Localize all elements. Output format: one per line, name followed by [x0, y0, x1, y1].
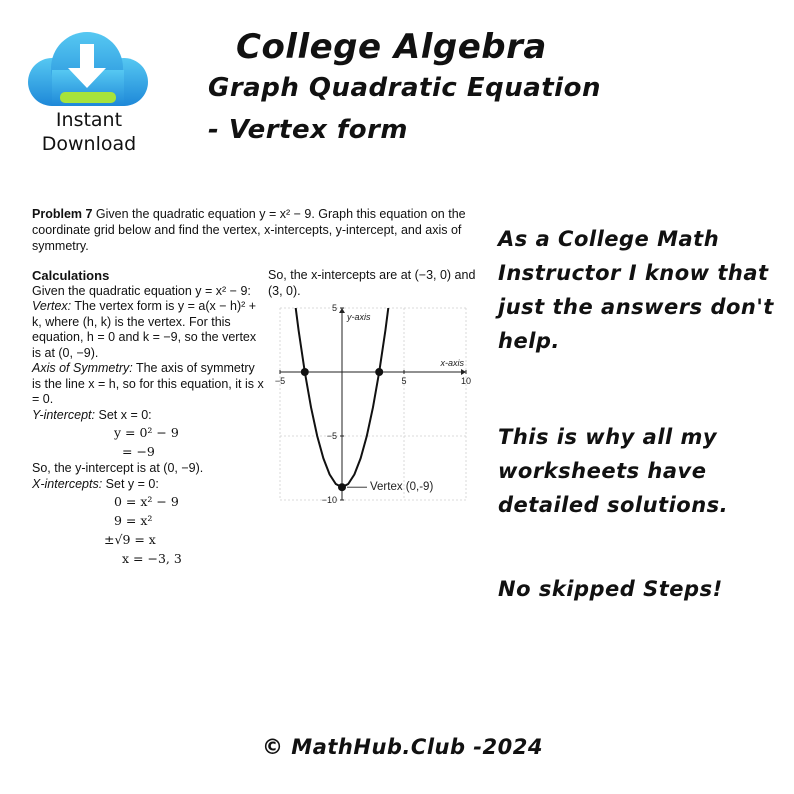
calculations-heading: Calculations [32, 268, 110, 283]
xint-paragraph [32, 477, 264, 493]
xint-label: X-intercepts: [32, 476, 103, 491]
x-tick-label: −5 [274, 376, 286, 386]
y-axis-arrow [339, 308, 345, 313]
xint-equation-2: 9 = x² [114, 513, 153, 528]
key-point [375, 368, 383, 376]
yint-equation-2: = −9 [122, 444, 155, 459]
vertex-label: Vertex: [32, 299, 72, 313]
vertex-paragraph [32, 299, 264, 361]
xint-equation-1: 0 = x² − 9 [114, 494, 179, 509]
yint-text: Set x = 0: [98, 407, 152, 422]
page-title: College Algebra [236, 27, 547, 67]
y-tick-label: 5 [331, 303, 337, 313]
badge-label-line2: Download [41, 133, 137, 155]
xint-text: Set y = 0: [105, 476, 159, 491]
axis-paragraph [32, 361, 264, 408]
y-axis-label: y-axis [347, 312, 371, 322]
key-point [301, 368, 309, 376]
y-tick-label: −5 [326, 431, 337, 441]
instructor-note: As a College Math Instructor I know that just the answers don't help. [498, 227, 774, 353]
x-tick-label: 10 [460, 376, 472, 386]
yint-paragraph [32, 408, 264, 424]
yint-label: Y-intercept: [32, 407, 95, 422]
cloud-download-icon [24, 30, 154, 110]
xint-equation-3: ±√9 = x [104, 532, 156, 547]
vertex-text: The vertex form is y = a(x − h)² + k, where (h, k) is the vertex. For this equation, h = 0 and k = −9, so the vertex is at (0, −9). [32, 299, 257, 360]
problem-text: Given the quadratic equation y = x² − 9. Graph this equation on the coordinate grid below and find the vertex, x-intercepts, y-intercept, and axis of symmetry. [32, 207, 466, 253]
solutions-note: This is why all my worksheets have detailed solutions. [498, 425, 729, 517]
vertex-annotation: Vertex (0,-9) [370, 481, 434, 494]
y-tick-label: −10 [321, 495, 337, 505]
badge-label [26, 108, 152, 156]
yint-equation-1: y = 0² − 9 [114, 425, 179, 440]
xint-result: So, the x-intercepts are at (−3, 0) and (3, 0). [268, 268, 476, 298]
calculations-intro: Given the quadratic equation y = x² − 9: [32, 283, 251, 298]
problem-label: Problem 7 [32, 207, 93, 221]
yint-result: So, the y-intercept is at (0, −9). [32, 461, 204, 475]
no-skipped-steps-note: No skipped Steps! [498, 577, 723, 601]
calculations [32, 268, 264, 568]
x-axis-label: x-axis [440, 358, 464, 368]
page-subtitle-line1: Graph Quadratic Equation [208, 73, 601, 103]
page-subtitle-line2: - Vertex form [208, 115, 409, 145]
xint-equation-4: x = −3, 3 [122, 551, 182, 566]
badge-label-line1: Instant [55, 109, 123, 131]
copyright-footer: © MathHub.Club -2024 [262, 735, 543, 759]
problem-statement [32, 206, 478, 254]
quadratic-graph [270, 300, 480, 510]
x-axis-arrow [461, 369, 466, 375]
x-tick-label: 5 [401, 376, 407, 386]
key-point [338, 483, 346, 491]
axis-text: The axis of symmetry is the line x = h, so for this equation, it is x = 0. [32, 361, 264, 406]
axis-label: Axis of Symmetry: [32, 361, 133, 375]
